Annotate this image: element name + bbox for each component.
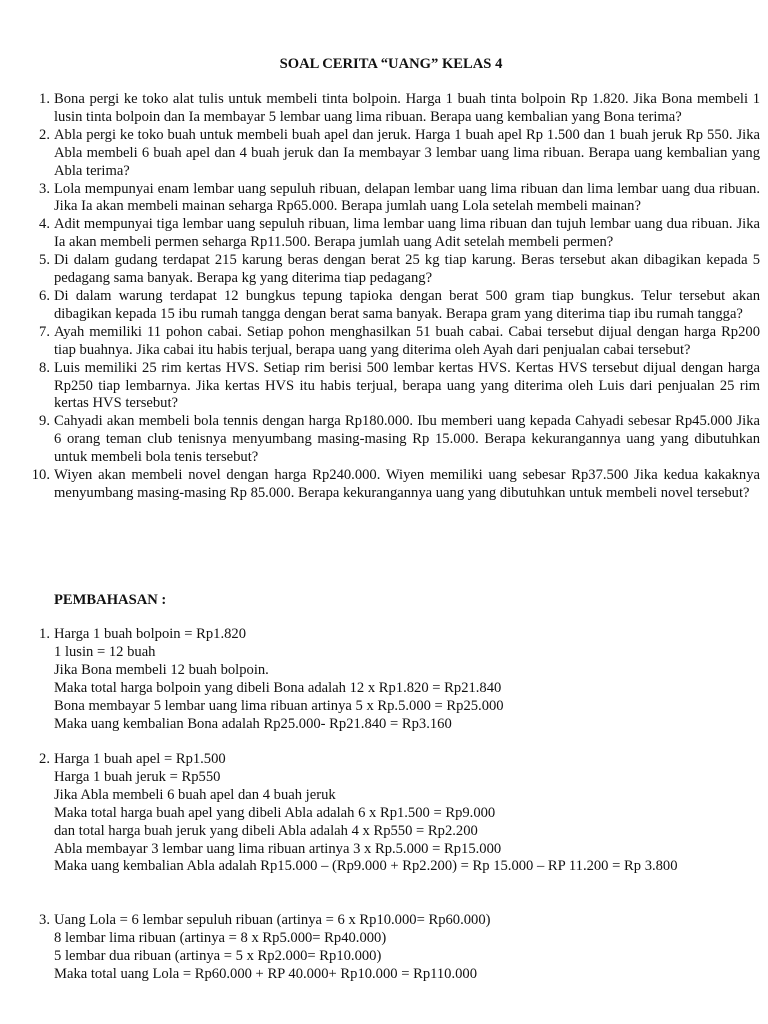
question-text: Luis memiliki 25 rim kertas HVS. Setiap rim berisi 500 lembar kertas HVS. Kertas HVS tersebut dijual dengan harga Rp250 tiap lembarnya. Jika kertas HVS itu habis terjual, berapa uang yang diterima oleh Luis dari penjualan 25 rim kertas HVS tersebut? xyxy=(54,359,760,412)
question-item xyxy=(39,216,760,252)
solution-line: 1 lusin = 12 buah xyxy=(54,643,156,660)
question-item xyxy=(39,287,760,324)
solution-line: Harga 1 buah apel = Rp1.500 xyxy=(54,751,226,767)
solution-number: 2. xyxy=(39,751,50,767)
question-number: 10. xyxy=(31,467,50,484)
question-item xyxy=(39,91,760,127)
question-text: Di dalam gudang terdapat 215 karung beras dengan berat 25 kg tiap karung. Beras tersebut akan dibagikan kepada 5 pedagang sama banyak. Berapa kg yang diterima tiap pedagang? xyxy=(54,252,760,287)
solution-line: Uang Lola = 6 lembar sepuluh ribuan (artinya = 6 x Rp10.000= Rp60.000) xyxy=(54,912,491,928)
solution-line: Bona membayar 5 lembar uang lima ribuan artinya 5 x Rp.5.000 = Rp25.000 xyxy=(54,697,504,714)
question-text: Bona pergi ke toko alat tulis untuk membeli tinta bolpoin. Harga 1 buah tinta bolpoin Rp 1.820. Jika Bona membeli 1 lusin tinta bolpoin dan Ia membayar 5 lembar uang lima ribuan. Berapa uang kembalian yang Bona terima? xyxy=(54,91,760,125)
question-number: 3. xyxy=(39,180,50,197)
question-item xyxy=(31,467,760,503)
question-text: Abla pergi ke toko buah untuk membeli buah apel dan jeruk. Harga 1 buah apel Rp 1.500 dan 1 buah jeruk Rp 550. Jika Abla membeli 6 buah apel dan 4 buah jeruk dan Ia membayar 3 lembar uang lima ribuan. Berapa uang kembalian yang Abla terima? xyxy=(54,126,760,179)
solution-line: Maka total harga buah apel yang dibeli Abla adalah 6 x Rp1.500 = Rp9.000 xyxy=(54,804,496,821)
question-text: Lola mempunyai enam lembar uang sepuluh ribuan, delapan lembar uang lima ribuan dan lima lembar uang dua ribuan. Jika Ia akan membeli mainan seharga Rp65.000. Berapa jumlah uang Lola setelah membeli mainan? xyxy=(54,180,760,215)
solution-line: 8 lembar lima ribuan (artinya = 8 x Rp5.000= Rp40.000) xyxy=(54,929,387,946)
question-item xyxy=(39,359,760,414)
question-number: 1. xyxy=(39,91,50,107)
solution-line: Maka total harga bolpoin yang dibeli Bona adalah 12 x Rp1.820 = Rp21.840 xyxy=(54,679,502,696)
solution-block xyxy=(39,626,760,733)
solution-line: Maka uang kembalian Bona adalah Rp25.000- Rp21.840 = Rp3.160 xyxy=(54,715,452,732)
solution-line: Jika Abla membeli 6 buah apel dan 4 buah jeruk xyxy=(54,786,336,803)
question-item xyxy=(39,413,760,467)
solution-line: Harga 1 buah bolpoin = Rp1.820 xyxy=(54,626,246,642)
question-item xyxy=(39,180,760,217)
solution-line: Harga 1 buah jeruk = Rp550 xyxy=(54,768,221,785)
solution-line: Jika Bona membeli 12 buah bolpoin. xyxy=(54,661,269,678)
question-number: 2. xyxy=(39,126,50,143)
solution-block xyxy=(39,912,760,984)
question-number: 9. xyxy=(39,413,50,430)
solution-line: Maka uang kembalian Abla adalah Rp15.000 – (Rp9.000 + Rp2.200) = Rp 15.000 – RP 11.200 = Rp 3.800 xyxy=(54,858,678,875)
question-number: 7. xyxy=(39,323,50,340)
pembahasan-heading: PEMBAHASAN : xyxy=(54,592,167,608)
question-text: Cahyadi akan membeli bola tennis dengan harga Rp180.000. Ibu memberi uang kepada Cahyadi sebesar Rp45.000 Jika 6 orang teman club tenisnya menyumbang masing-masing Rp 15.000. Berapa kekurangannya uang yang dibutuhkan untuk membeli bola tenis tersebut? xyxy=(54,413,760,466)
question-text: Di dalam warung terdapat 12 bungkus tepung tapioka dengan berat 500 gram tiap bungkus. Telur tersebut akan dibagikan kepada 15 ibu rumah tangga dengan berat sama banyak. Berapa gram yang diterima tiap ibu rumah tangga? xyxy=(54,287,760,322)
question-number: 4. xyxy=(39,216,50,233)
solution-number: 1. xyxy=(39,626,50,642)
solution-block xyxy=(39,751,760,876)
solution-line: Maka total uang Lola = Rp60.000 + RP 40.000+ Rp10.000 = Rp110.000 xyxy=(54,965,478,982)
question-list xyxy=(31,91,760,503)
question-item xyxy=(39,323,760,360)
solution-line: Abla membayar 3 lembar uang lima ribuan artinya 3 x Rp.5.000 = Rp15.000 xyxy=(54,840,502,857)
question-text: Adit mempunyai tiga lembar uang sepuluh ribuan, lima lembar uang lima ribuan dan tujuh lembar uang dua ribuan. Jika Ia akan membeli permen seharga Rp11.500. Berapa jumlah uang Adit setelah membeli permen? xyxy=(54,216,760,251)
question-item xyxy=(39,126,760,181)
question-number: 5. xyxy=(39,252,50,269)
solution-line: dan total harga buah jeruk yang dibeli Abla adalah 4 x Rp550 = Rp2.200 xyxy=(54,822,478,839)
solution-number: 3. xyxy=(39,912,50,928)
question-number: 8. xyxy=(39,359,50,376)
question-number: 6. xyxy=(39,287,50,304)
page-title: SOAL CERITA “UANG” KELAS 4 xyxy=(279,56,503,72)
solution-line: 5 lembar dua ribuan (artinya = 5 x Rp2.000= Rp10.000) xyxy=(54,947,382,964)
question-text: Ayah memiliki 11 pohon cabai. Setiap pohon menghasilkan 51 buah cabai. Cabai tersebut dijual dengan harga Rp200 tiap buahnya. Jika cabai itu habis terjual, berapa uang yang diterima oleh Ayah dari penjualan cabai tersebut? xyxy=(54,323,760,358)
question-text: Wiyen akan membeli novel dengan harga Rp240.000. Wiyen memiliki uang sebesar Rp37.500 Jika kedua kakaknya menyumbang masing-masing Rp 85.000. Berapa kekurangannya uang yang dibutuhkan untuk membeli novel tersebut? xyxy=(54,467,760,501)
question-item xyxy=(39,252,760,288)
